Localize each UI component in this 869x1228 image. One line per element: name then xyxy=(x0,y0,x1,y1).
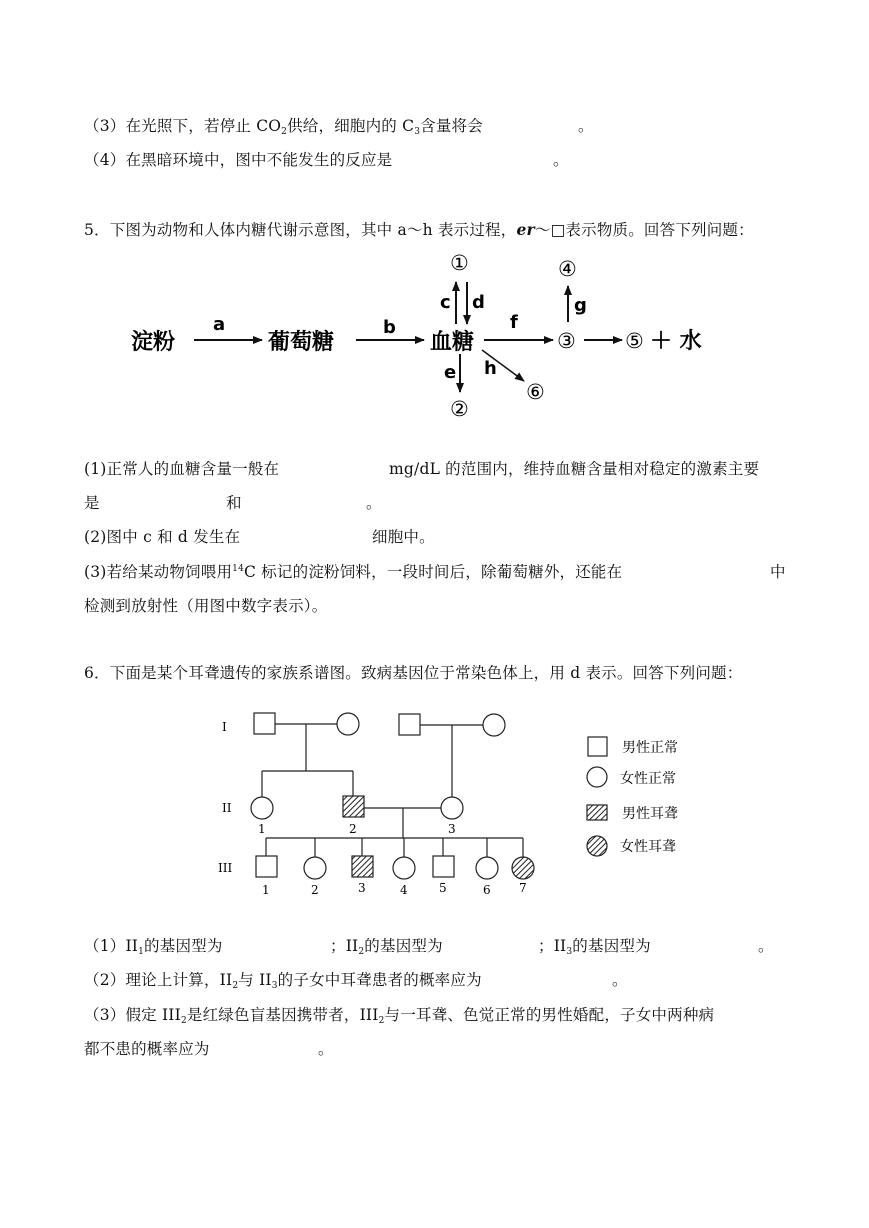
iii-number-4: 4 xyxy=(400,883,408,897)
superscript: 14 xyxy=(232,564,245,574)
q5-item1-b: mg/dL 的范围内，维持血糖含量相对稳定的激素主要 xyxy=(389,460,760,478)
q6-item3-part: 与一耳聋、色觉正常的男性婚配，子女中两种病 xyxy=(384,1006,715,1024)
legend-male-deaf: 男性耳聋 xyxy=(622,806,678,822)
q5-stem-part: ～□表示物质。回答下列问题： xyxy=(534,221,754,239)
q5-item1-end: 。 xyxy=(366,494,382,512)
legend-female-normal: 女性正常 xyxy=(620,771,676,787)
node-4: ④ xyxy=(558,257,577,281)
node-water: ＋ 水 xyxy=(650,329,702,354)
q6-item1-3 xyxy=(538,934,651,956)
subscript: 2 xyxy=(378,1016,385,1026)
q6-item1 xyxy=(84,934,223,956)
q6-item3-part: （3）假定 III xyxy=(84,1006,181,1024)
iii-number-2: 2 xyxy=(311,883,319,897)
q6-item1-end: 。 xyxy=(758,937,774,955)
iii-7-female-deaf xyxy=(512,857,534,879)
q5-item1-c: 是 xyxy=(84,494,100,512)
q4-item3-part: 供给，细胞内的 C xyxy=(287,117,415,135)
node-2: ② xyxy=(450,397,469,421)
q6-item2 xyxy=(84,968,482,990)
q5-item3-part: (3)若给某动物饲喂用 xyxy=(84,563,233,581)
iii-number-1: 1 xyxy=(262,883,270,897)
q6-item2-end: 。 xyxy=(612,971,628,989)
generation-label-3: III xyxy=(218,861,233,875)
node-blood-sugar: 血糖 xyxy=(430,330,475,355)
q6-item3-d: 都不患的概率应为 xyxy=(84,1040,210,1058)
legend-male-normal: 男性正常 xyxy=(622,740,678,756)
q6-item1-part: （1）II xyxy=(84,937,139,955)
q5-stem-symbol: er xyxy=(516,220,535,239)
i-2-female xyxy=(337,713,359,735)
subscript: 3 xyxy=(414,127,421,137)
iii-6-female xyxy=(476,857,498,879)
subscript: 2 xyxy=(358,947,365,957)
iii-number-5: 5 xyxy=(439,881,447,895)
q5-item1-d: 和 xyxy=(226,494,242,512)
legend-female-deaf: 女性耳聋 xyxy=(620,839,676,855)
i-3-male xyxy=(399,714,420,735)
label-a: a xyxy=(213,314,226,335)
legend-male-normal-icon xyxy=(588,737,607,756)
iii-4-female xyxy=(393,857,415,879)
iii-3-male-deaf xyxy=(352,856,373,877)
q6-item2-part: 的子女中耳聋患者的概率应为 xyxy=(277,971,482,989)
ii-number-3: 3 xyxy=(448,822,456,836)
q6-item2-part: 与 II xyxy=(238,971,272,989)
legend-female-normal-icon xyxy=(587,767,607,787)
iii-5-male xyxy=(433,856,454,877)
iii-number-3: 3 xyxy=(358,881,366,895)
node-glucose: 葡萄糖 xyxy=(268,330,335,355)
ii-number-2: 2 xyxy=(349,822,357,836)
label-c: c xyxy=(440,292,451,313)
node-6: ⑥ xyxy=(526,380,545,404)
label-g: g xyxy=(574,295,587,316)
q6-item3-end: 。 xyxy=(318,1040,334,1058)
q6-item1-part: 的基因型为 xyxy=(144,937,223,955)
label-d: d xyxy=(472,292,485,313)
q6-item2-part: （2）理论上计算，II xyxy=(84,971,233,989)
node-3: ③ xyxy=(557,329,576,353)
q6-item1-2 xyxy=(330,934,443,956)
q6-item1-part: ；II xyxy=(330,937,359,955)
iii-1-male xyxy=(256,856,277,877)
legend-female-deaf-icon xyxy=(587,836,607,856)
q4-item3-end: 。 xyxy=(578,117,594,135)
q5-item2-a: (2)图中 c 和 d 发生在 xyxy=(84,528,241,546)
legend-male-deaf-icon xyxy=(587,805,607,820)
node-5: ⑤ xyxy=(625,329,644,353)
q6-item3 xyxy=(84,1003,714,1025)
pedigree-chart xyxy=(218,713,534,897)
pedigree-legend xyxy=(587,737,678,856)
label-e: e xyxy=(444,362,457,383)
q6-item1-part: 的基因型为 xyxy=(364,937,443,955)
subscript: 3 xyxy=(271,981,278,991)
q5-item3-c: 中 xyxy=(770,563,786,581)
ii-3-female xyxy=(441,797,463,819)
subscript: 1 xyxy=(138,947,145,957)
sugar-metabolism-diagram xyxy=(131,251,702,421)
subscript: 2 xyxy=(232,981,239,991)
generation-label-1: I xyxy=(222,720,227,734)
q5-item3 xyxy=(84,560,622,582)
subscript: 2 xyxy=(180,1016,187,1026)
node-starch: 淀粉 xyxy=(131,330,176,355)
label-f: f xyxy=(510,312,518,333)
q4-item3-part: 含量将会 xyxy=(420,117,483,135)
generation-label-2: II xyxy=(222,801,232,815)
ii-1-female xyxy=(251,797,273,819)
subscript: 2 xyxy=(281,127,288,137)
q6-stem: 6．下面是某个耳聋遗传的家族系谱图。致病基因位于常染色体上，用 d 表示。回答下列问题： xyxy=(84,664,743,682)
iii-2-female xyxy=(304,857,326,879)
q6-item1-part: 的基因型为 xyxy=(572,937,651,955)
iii-number-7: 7 xyxy=(519,881,527,895)
q5-item3-d: 检测到放射性（用图中数字表示）。 xyxy=(84,597,328,615)
q6-item3-part: 是红绿色盲基因携带者，III xyxy=(186,1006,379,1024)
q5-item1-a: (1)正常人的血糖含量一般在 xyxy=(84,460,280,478)
q6-item1-part: ；II xyxy=(538,937,567,955)
q5-item2-b: 细胞中。 xyxy=(372,528,435,546)
label-b: b xyxy=(383,317,396,338)
q4-item4: （4）在黑暗环境中，图中不能发生的反应是 xyxy=(84,151,393,169)
ii-number-1: 1 xyxy=(258,822,266,836)
q4-item3-part: （3）在光照下，若停止 CO xyxy=(84,117,282,135)
i-4-female xyxy=(483,714,505,736)
label-h: h xyxy=(484,358,497,379)
i-1-male xyxy=(254,713,275,734)
q4-item4-end: 。 xyxy=(553,151,569,169)
q5-item3-part: C 标记的淀粉饲料，一段时间后，除葡萄糖外，还能在 xyxy=(244,563,623,581)
iii-number-6: 6 xyxy=(483,883,491,897)
ii-2-male-deaf xyxy=(343,796,364,817)
q5-stem-part: 5．下图为动物和人体内糖代谢示意图，其中 a～h 表示过程， xyxy=(84,221,517,239)
node-1: ① xyxy=(450,251,469,275)
subscript: 3 xyxy=(566,947,573,957)
